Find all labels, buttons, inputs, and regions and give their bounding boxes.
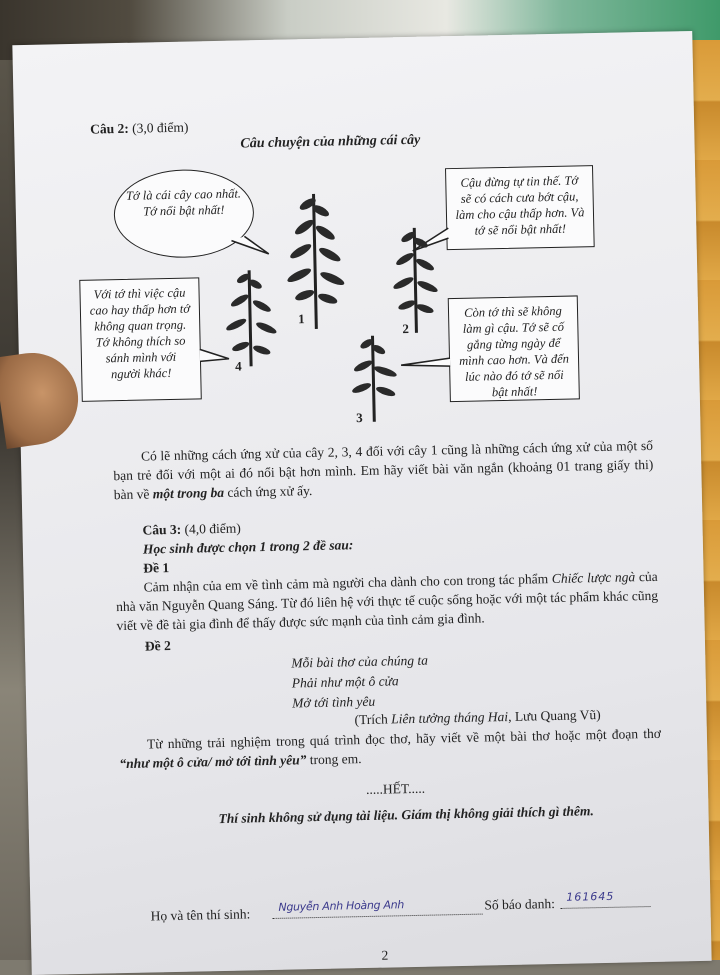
exam-note: Thí sinh không sử dụng tài liệu. Giám thị không giải thích gì thêm. [218, 803, 594, 827]
de-1-line-1: Cảm nhận của em về tình cảm mà người cha dành cho con trong tác phẩm [143, 571, 552, 595]
candidate-name-line [272, 898, 482, 919]
de-2-line-1: Từ những trải nghiệm trong quá trình đọc thơ, hãy viết về một bài thơ hoặc một đoạn thơ [146, 725, 662, 752]
task-line-3-end: cách ứng xử ấy. [223, 483, 313, 500]
speech-text-tree3: Còn tớ thì sẽ không làm gì cậu. Tớ sẽ cố gắng từng ngày để mình cao hơn. Và đến lúc nào đó tớ sẽ nổi bật nhất! [459, 303, 570, 400]
tree-4-icon [217, 266, 289, 367]
task-line-1: Có lẽ những cách ứng xử của cây 2, 3, 4 đối với cây 1 cũng là những cách ứng xử của một [140, 438, 638, 464]
question-3-header [142, 519, 241, 540]
tree-2-icon [384, 222, 446, 333]
candidate-name-handwriting: Nguyễn Anh Hoàng Anh [278, 898, 405, 914]
tree-2-number: 2 [402, 320, 410, 337]
citation-open: (Trích [354, 711, 392, 728]
task-line-2: số bạn trẻ đối với một ai đó nổi bật hơn mình. Em hãy viết bài văn ngắn (khoảng 01 trang giấy [113, 437, 654, 484]
tree-1-number: 1 [297, 311, 305, 327]
task-emphasis: một trong ba [152, 484, 225, 502]
tree-3-number: 3 [356, 409, 363, 426]
poem-line-1: Mỗi bài thơ của chúng ta [291, 652, 429, 671]
speech-text-tree2: Cậu đừng tự tin thế. Tớ sẽ có cách cưa bớt cậu, làm cho cậu thấp hơn. Và tớ sẽ nổi bật nhất! [455, 173, 585, 238]
question-2-label: Câu 2: [89, 120, 129, 137]
tree-3-icon [344, 331, 406, 422]
de-2-label: Đề 2 [144, 638, 171, 654]
de-1-line-2: của nhà văn Nguyễn Quang Sáng. Từ đó liên hệ với thực tế cuộc sống hoặc với một tác phẩm [115, 568, 658, 615]
de-2-body [119, 724, 662, 773]
de-1-work-title: Chiếc lược ngà [551, 569, 636, 587]
tree-4-number: 4 [234, 358, 242, 374]
de-1-line-3: khác cũng viết về đề tài gia đình để thấy được sức mạnh của tình cảm gia đình. [116, 587, 659, 634]
candidate-number-line [560, 890, 650, 909]
end-mark: .....HẾT..... [365, 780, 426, 797]
candidate-number-handwriting: 161645 [566, 889, 615, 904]
task-line-3: thi) bàn về [113, 456, 654, 503]
question-3-choose: Học sinh được chọn 1 trong 2 đề sau: [142, 537, 354, 557]
poem-line-3: Mở tới tình yêu [292, 693, 376, 711]
candidate-name-label: Họ và tên thí sinh: [150, 906, 251, 924]
candidate-number-label: Số báo danh: [484, 896, 556, 913]
de-2-line-2-end: trong em. [306, 751, 362, 768]
story-title: Câu chuyện của những cái cây [240, 132, 421, 152]
speech-text-tree1: Tớ là cái cây cao nhất. Tớ nổi bật nhất! [125, 186, 242, 219]
page-number: 2 [381, 947, 389, 963]
question-2-task [113, 436, 654, 504]
exam-paper [12, 31, 711, 975]
question-3-label: Câu 3: [142, 521, 182, 538]
de-1-label: Đề 1 [143, 560, 170, 576]
question-2-points: (3,0 điểm) [131, 119, 189, 136]
question-3-points: (4,0 điểm) [184, 520, 241, 537]
citation-author: , Lưu Quang Vũ) [507, 707, 601, 724]
poem-line-2: Phải như một ô cửa [291, 673, 399, 691]
de-1-body [116, 567, 659, 635]
de-2-quote: “như một ô cửa/ mở tới tình yêu” [119, 752, 307, 772]
speech-text-tree4: Với tớ thì việc cậu cao hay thấp hơn tớ không quan trọng. Tớ không thích so sánh mình với người khác! [89, 285, 191, 382]
citation-title: Liên tưởng tháng Hai [391, 708, 509, 727]
